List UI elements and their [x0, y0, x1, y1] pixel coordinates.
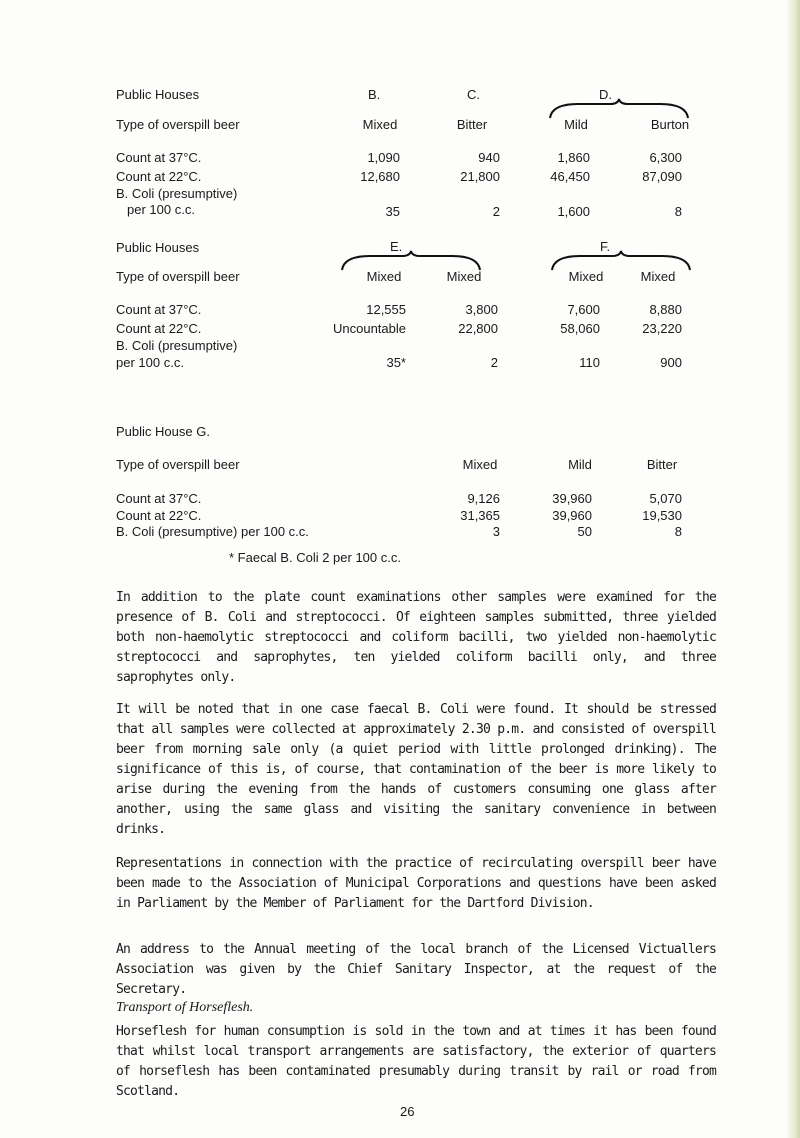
table1-cell: 12,680 — [360, 169, 400, 184]
table2-cell: 7,600 — [567, 302, 600, 317]
page-number: 26 — [400, 1104, 415, 1119]
table3-footnote: * Faecal B. Coli 2 per 100 c.c. — [229, 550, 401, 565]
table1-group-c: C. — [467, 87, 480, 102]
table1-row-label: Count at 22°C. — [116, 169, 202, 184]
table3-type: Mild — [568, 457, 592, 472]
table3-title: Public House G. — [116, 424, 210, 439]
table2-type: Mixed — [640, 269, 676, 284]
table2-cell: 900 — [660, 355, 682, 370]
table1-group-d: D. — [599, 87, 612, 102]
table3-row-label: Count at 22°C. — [116, 508, 202, 523]
table3-row-label: Count at 37°C. — [116, 491, 202, 506]
table2-cell: 58,060 — [560, 321, 600, 336]
table3-type: Mixed — [462, 457, 498, 472]
body-paragraph — [116, 940, 716, 1000]
table2-row-label: Count at 22°C. — [116, 321, 202, 336]
paragraph-text: It will be noted that in one case faecal B. Coli were found. It should be stressed that all samples were collected at approximately 2.30 p.m. and consisted of overspill beer from morning sale only (a quiet period with little prolonged drinking). The significance of this is, of course, that contamination of the beer is more likely to arise during the evening from the hands of customers consuming one glass after another, using the same glass and visiting the sanitary convenience in between drinks. — [116, 702, 716, 837]
table2-cell: 110 — [579, 355, 600, 370]
table3-cell: 5,070 — [649, 491, 682, 506]
table3-cell: 8 — [674, 524, 682, 539]
table1-cell: 1,090 — [367, 150, 400, 165]
section-heading: Transport of Horseflesh. — [116, 1000, 254, 1015]
table3-cell: 3 — [492, 524, 500, 539]
body-paragraph — [116, 588, 716, 688]
table3-type: Bitter — [646, 457, 678, 472]
table1-cell: 6,300 — [649, 150, 682, 165]
table1-cell: 87,090 — [642, 169, 682, 184]
paragraph-text: In addition to the plate count examinations other samples were examined for the presence of B. Coli and streptococci. Of eighteen samples submitted, three yielded both non-haemolytic streptococci and coliform bacilli, two yielded non-haemolytic streptococci and saprophytes, ten yielded coliform bacilli only, and three saprophytes only. — [116, 590, 716, 685]
table1-cell: 35 — [385, 204, 400, 219]
table3-cell: 50 — [577, 524, 592, 539]
table3-type-label: Type of overspill beer — [116, 457, 240, 472]
table1-type: Mild — [564, 117, 588, 132]
table2-row-label-cont: per 100 c.c. — [116, 355, 184, 370]
table2-row-label: Count at 37°C. — [116, 302, 202, 317]
table2-type: Mixed — [568, 269, 604, 284]
table2-type: Mixed — [446, 269, 482, 284]
table1-cell: 1,600 — [557, 204, 590, 219]
table2-cell: 8,880 — [649, 302, 682, 317]
table2-cell: 35* — [386, 355, 406, 370]
table2-group-e: E. — [390, 239, 403, 254]
table2-cell: 12,555 — [366, 302, 406, 317]
table3-cell: 31,365 — [460, 508, 500, 523]
table1-title: Public Houses — [116, 87, 200, 102]
table1-row-label-cont: per 100 c.c. — [127, 202, 195, 217]
table2-type: Mixed — [366, 269, 402, 284]
body-paragraph — [116, 1022, 716, 1102]
table2-cell: Uncountable — [333, 321, 406, 336]
table2-row-label: B. Coli (presumptive) — [116, 338, 238, 353]
table1-group-b: B. — [368, 87, 381, 102]
body-paragraph — [116, 854, 716, 914]
table1-row-label: B. Coli (presumptive) — [116, 186, 238, 201]
paragraph-text: Horseflesh for human consumption is sold in the town and at times it has been found that whilst local transport arrangements are satisfactory, the exterior of quarters of horseflesh has been contaminated presumably during transit by rail or road from Scotland. — [116, 1024, 716, 1099]
table3-cell: 19,530 — [642, 508, 682, 523]
page-edge-shadow — [786, 0, 800, 1138]
table2-cell: 23,220 — [642, 321, 682, 336]
table1-type: Bitter — [456, 117, 488, 132]
table1-type: Burton — [650, 117, 690, 132]
table2-cell: 3,800 — [465, 302, 498, 317]
paragraph-text: Representations in connection with the practice of recirculating overspill beer have been made to the Association of Municipal Corporations and questions have been asked in Parliament by the Member of Parliament for the Dartford Division. — [116, 856, 716, 911]
paragraph-text: An address to the Annual meeting of the local branch of the Licensed Victuallers Association was given by the Chief Sanitary Inspector, at the request of the Secretary. — [116, 942, 716, 997]
table1-cell: 8 — [674, 204, 682, 219]
table3-row-label: B. Coli (presumptive) per 100 c.c. — [116, 524, 309, 539]
table3-cell: 39,960 — [552, 508, 592, 523]
table3-cell: 9,126 — [467, 491, 500, 506]
table2-title: Public Houses — [116, 240, 200, 255]
table1-cell: 940 — [478, 150, 500, 165]
table1-cell: 21,800 — [460, 169, 500, 184]
table1-type: Mixed — [362, 117, 398, 132]
table2-group-f: F. — [600, 239, 611, 254]
table1-cell: 46,450 — [550, 169, 590, 184]
table2-type-label: Type of overspill beer — [116, 269, 240, 284]
table1-row-label: Count at 37°C. — [116, 150, 202, 165]
table1-type-label: Type of overspill beer — [116, 117, 240, 132]
table3-cell: 39,960 — [552, 491, 592, 506]
table2-cell: 2 — [490, 355, 498, 370]
table1-cell: 2 — [492, 204, 500, 219]
table1-cell: 1,860 — [557, 150, 590, 165]
body-paragraph — [116, 700, 716, 840]
table2-cell: 22,800 — [458, 321, 498, 336]
